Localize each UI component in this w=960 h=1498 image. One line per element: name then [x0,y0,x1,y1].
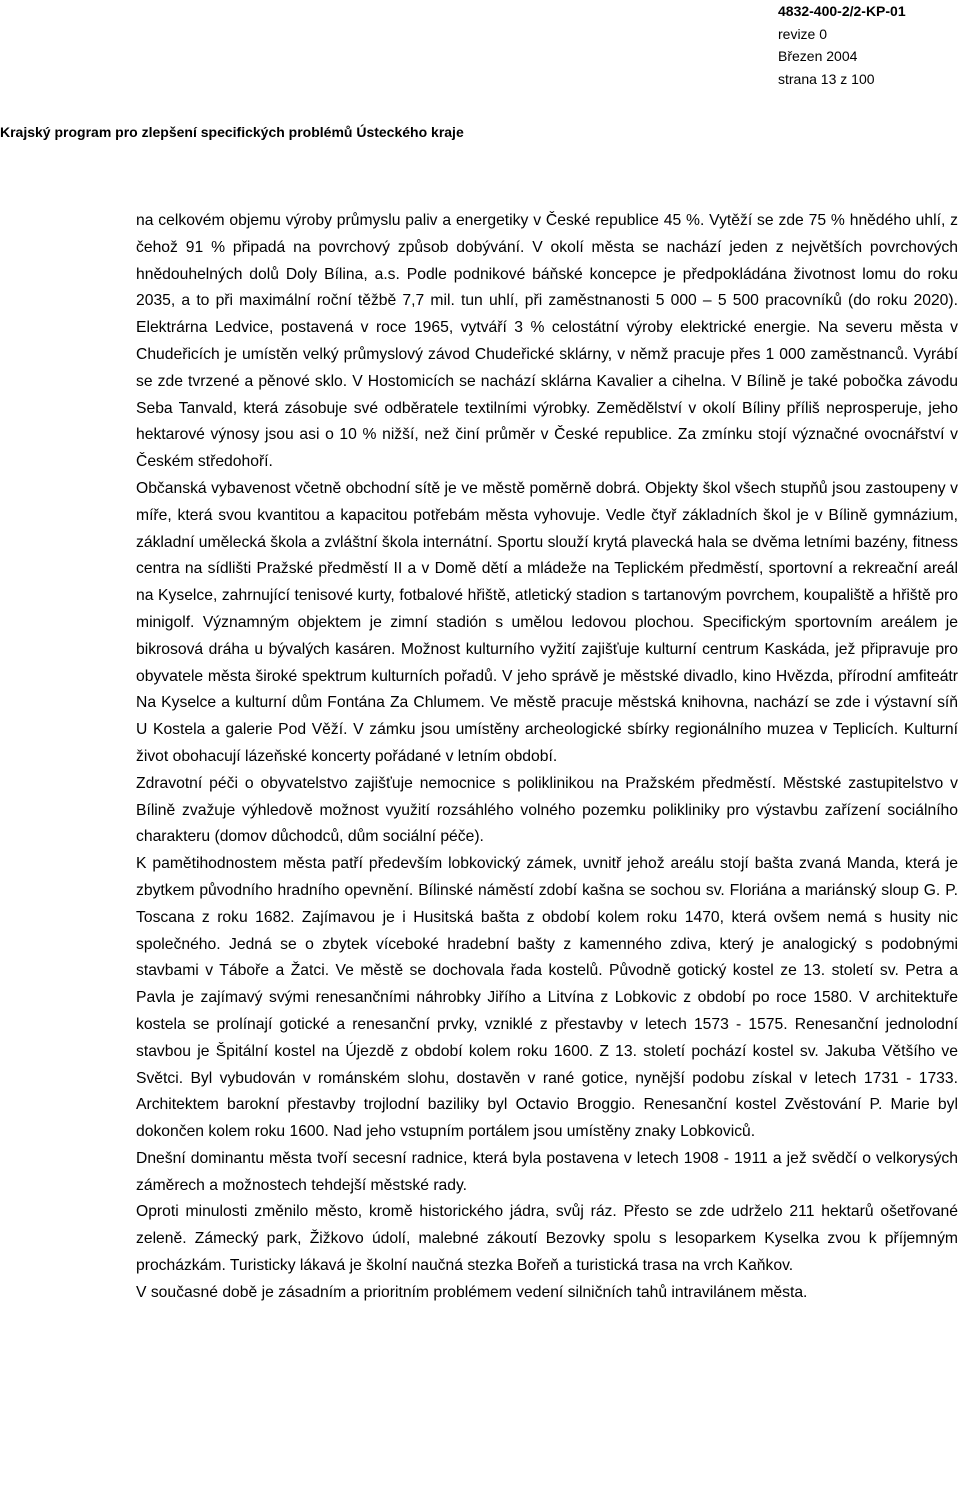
paragraph-industry: na celkovém objemu výroby průmyslu paliv a energetiky v České republice 45 %. Vytěží se zde 75 % hnědého uhlí, z čehož 91 % připadá na povrchový způsob dobývání. V okolí města se nachází jeden z největších povrchových hnědouhelných dolů Doly Bílina, a.s. Podle podnikové báňské koncepce je předpokládána životnost lomu do roku 2035, a to při maximální roční těžbě 7,7 mil. tun uhlí, při zaměstnanosti 5 000 – 5 500 pracovníků (do roku 2020). Elektrárna Ledvice, postavená v roce 1965, vytváří 3 % celostátní výroby elektrické energie. Na severu města v Chudeřicích je umístěn velký průmyslový závod Chudeřické sklárny, v němž pracuje přes 1 000 zaměstnanců. Vyrábí se zde tvrzené a pěnové sklo. V Hostomicích se nachází sklárna Kavalier a cihelna. V Bílině je také pobočka závodu Seba Tanvald, která zásobuje své odběratele textilními výrobky. Zemědělství v okolí Bíliny příliš neprosperuje, jeho hektarové výnosy jsou asi o 10 % nižší, než činí průměr v České republice. Za zmínku stojí význačné ovocnářství v Českém středohoří. [136,212,958,471]
document-body [136,208,958,1307]
paragraph-town-hall: Dnešní dominantu města tvoří secesní radnice, která byla postavena v letech 1908 - 1911 a jež svědčí o velkorysých záměrech a možnostech tehdejší městské rady. [136,1149,958,1194]
document-header-meta [778,0,958,90]
paragraph-healthcare: Zdravotní péči o obyvatelstvo zajišťuje nemocnice s poliklinikou na Pražském předměstí. Městské zastupitelstvo v Bílině zvažuje výhledově možnost využití rozsáhlého volného pozemku polikliniky pro výstavbu zařízení sociálního charakteru (domov důchodců, dům sociální péče). [136,774,958,846]
document-id: 4832-400-2/2-KP-01 [778,3,906,19]
paragraph-traffic: V současné době je zásadním a prioritním problémem vedení silničních tahů intravilánem města. [136,1283,808,1301]
document-title: Krajský program pro zlepšení specifických problémů Ústeckého kraje [0,124,464,140]
paragraph-greenery: Oproti minulosti změnilo město, kromě historického jádra, svůj ráz. Přesto se zde udrželo 211 hektarů ošetřované zeleně. Zámecký park, Žižkovo údolí, malebné zákoutí Bezovky spolu s lesoparkem Kyselka zvou k příjemným procházkám. Turisticky lákavá je školní naučná stezka Bořeň a turistická trasa na vrch Kaňkov. [136,1203,958,1275]
revision-label: revize 0 [778,25,828,42]
paragraph-civic-amenities: Občanská vybavenost včetně obchodní sítě je ve městě poměrně dobrá. Objekty škol všech stupňů jsou zastoupeny v míře, která svou kvantitou a kapacitou potřebám města vyhovuje. Vedle čtyř základních škol je v Bílině gymnázium, základní umělecká škola a zvláštní škola internátní. Sportu slouží krytá plavecká hala se dvěma letními bazény, fitness centra na sídlišti Pražské předměstí II a v Domě dětí a mládeže na Teplickém předměstí, sportovní a rekreační areál na Kyselce, zahrnující tenisové kurty, fotbalové hřiště, atletický stadion s tartanovým povrchem, koupaliště a hřiště pro minigolf. Významným objektem je zimní stadión s umělou ledovou plochou. Specifickým sportovním areálem je bikrosová dráha u bývalých kasáren. Možnost kulturního vyžití zajišťuje kulturní centrum Kaskáda, jež připravuje pro obyvatele města široké spektrum kulturních pořadů. V jeho správě je městské divadlo, kino Hvězda, přírodní amfiteátr Na Kyselce a kulturní dům Fontána Za Chlumem. Ve městě pracuje městská knihovna, nachází se zde i výstavní síň U Kostela a galerie Pod Věží. V zámku jsou umístěny archeologické sbírky regionálního muzea v Teplicích. Kulturní život obohacují lázeňské koncerty pořádané v letním období. [136,479,958,765]
paragraph-landmarks: K pamětihodnostem města patří především lobkovický zámek, uvnitř jehož areálu stojí bašta zvaná Manda, která je zbytkem původního hradního opevnění. Bílinské náměstí zdobí kašna se sochou sv. Floriána a mariánský sloup G. P. Toscana z roku 1682. Zajímavou je i Husitská bašta z období kolem roku 1470, která ovšem nemá s husity nic společného. Jedná se o zbytek víceboké hradební bašty z kamenného zdiva, který je analogický s podobnými stavbami v Táboře a Žatci. Ve městě se dochovala řada kostelů. Původně gotický kostel ze 13. století sv. Petra a Pavla je zajímavý svými renesančními náhrobky Jiřího a Litvína z Lobkovic z období po roce 1580. V architektuře kostela se prolínají gotické a renesanční prvky, vzniklé z přestavby v letech 1573 - 1575. Renesanční jednolodní stavbou je Špitální kostel na Újezdě z období kolem roku 1600. Z 13. století pochází kostel sv. Jakuba Většího ve Světci. Byl vybudován v románském slohu, dostavěn v rané gotice, nynější podobu získal v letech 1731 - 1733. Architektem barokní přestavby trojlodní baziliky byl Octavio Broggio. Renesanční kostel Zvěstování P. Marie byl dokončen kolem roku 1600. Nad jeho vstupním portálem jsou umístěny znaky Lobkoviců. [136,855,958,1141]
document-date: Březen 2004 [778,48,858,64]
page-number: strana 13 z 100 [778,70,875,87]
